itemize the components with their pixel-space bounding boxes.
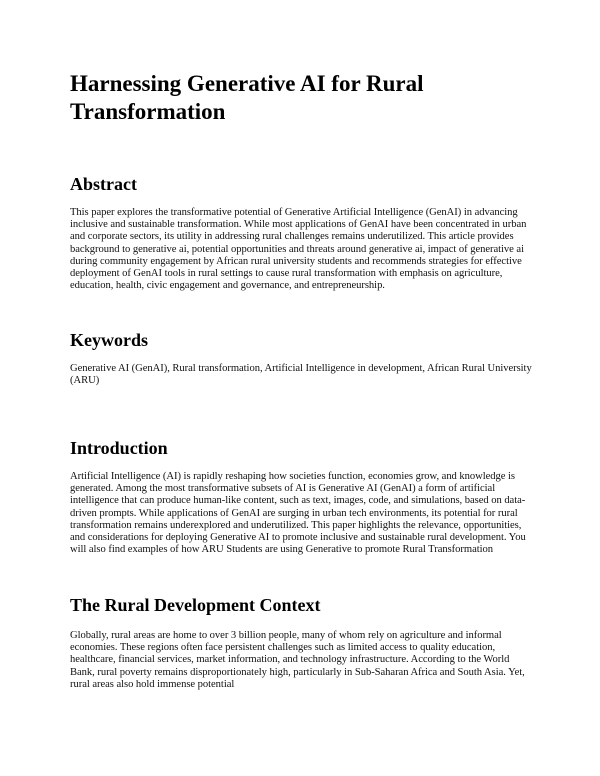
introduction-heading: Introduction (70, 438, 168, 458)
rural-context-text: Globally, rural areas are home to over 3 billion people, many of whom rely on agriculture and informal economies. These regions often face persistent challenges such as limited access to quality education, healthcare, financial services, market information, and technology infrastructure. According to the World Bank, rural poverty remains disproportionately high, particularly in Sub-Saharan Africa and South Asia. Yet, rural areas also hold immense potential (70, 630, 525, 690)
abstract-heading: Abstract (70, 174, 137, 194)
keywords-heading: Keywords (70, 330, 148, 350)
abstract-text: This paper explores the transformative potential of Generative Artificial Intelligence (GenAI) in advancing inclusive and sustainable transformation. While most applications of GenAI have been concentrated in urban and corporate sectors, its utility in addressing rural challenges remains underutilized. This article provides background to generative ai, potential opportunities and threats around generative ai, impact of generative ai during community engagement by African rural university students and recommends strategies for effective deployment of GenAI tools in rural settings to cause rural transformation with emphasis on agriculture, education, health, civic engagement and governance, and entrepreneurship. (70, 207, 527, 292)
keywords-text: Generative AI (GenAI), Rural transformation, Artificial Intelligence in development, African Rural University (ARU) (70, 363, 532, 387)
rural-context-heading: The Rural Development Context (70, 595, 321, 615)
introduction-text: Artificial Intelligence (AI) is rapidly reshaping how societies function, economies grow, and knowledge is generated. Among the most transformative subsets of AI is Generative AI (GenAI) a form of artificial intelligence that can produce human-like content, such as text, images, code, and simulations, based on data-driven prompts. While applications of GenAI are surging in urban tech environments, its potential for rural transformation remains underexplored and underutilized. This paper highlights the relevance, opportunities, and considerations for deploying Generative AI to promote inclusive and sustainable rural development. You will also find examples of how ARU Students are using Generative to promote Rural Transformation (70, 471, 526, 556)
paper-title: Harnessing Generative AI for Rural Transformation (70, 71, 424, 124)
